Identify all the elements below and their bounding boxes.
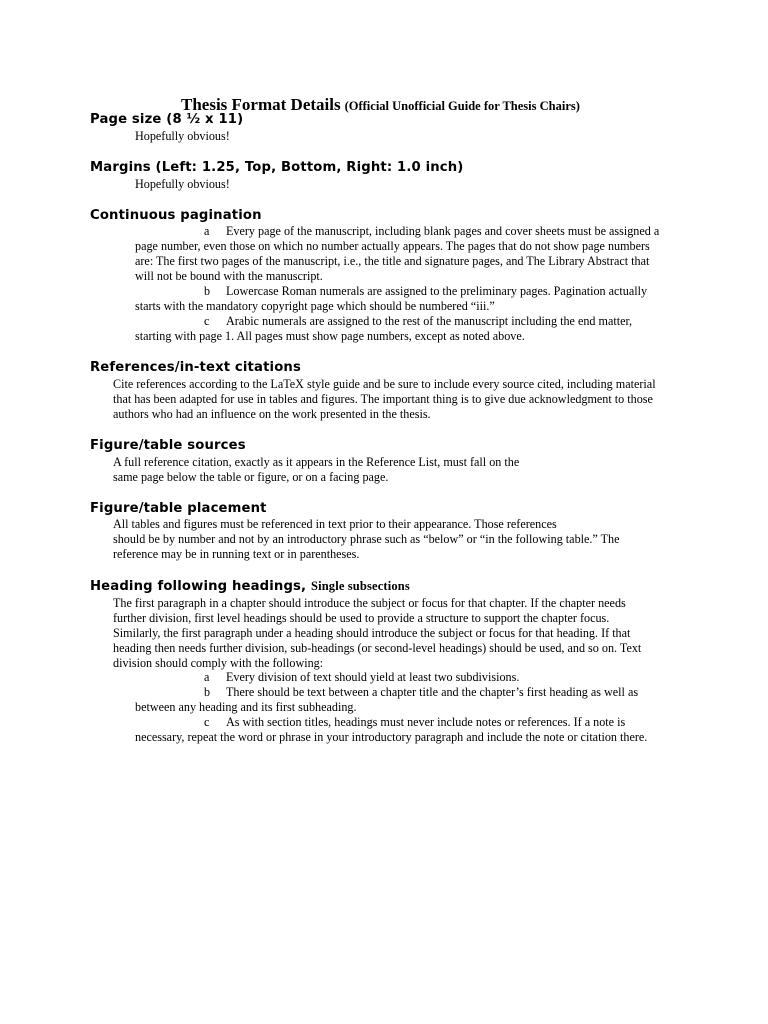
figure-sources-line: A full reference citation, exactly as it appears in the Reference List, must fall on the [113, 455, 520, 469]
heading-subtitle: Single subsections [310, 579, 410, 593]
headings-item-c [204, 715, 625, 730]
headings-line: heading then needs further division, sub-headings (or second-level headings) should be used, and so on. Text [113, 641, 642, 655]
figure-placement-line: should be by number and not by an introductory phrase such as “below” or “in the following table.” The [113, 532, 620, 546]
headings-item-b-line: between any heading and its first subheading. [135, 700, 357, 714]
figure-placement-line: All tables and figures must be referenced in text prior to their appearance. Those references [113, 517, 557, 531]
heading-pagination: Continuous pagination [90, 208, 262, 223]
heading-references: References/in-text citations [90, 360, 301, 375]
list-marker: a [204, 224, 210, 238]
title-subtitle: (Official Unofficial Guide for Thesis Chairs) [344, 99, 580, 113]
list-item-text: Every division of text should yield at least two subdivisions. [226, 670, 520, 684]
heading-margins: Margins (Left: 1.25, Top, Bottom, Right: 1.0 inch) [90, 160, 464, 175]
references-line: Cite references according to the LaTeX style guide and be sure to include every source cited, including material [113, 377, 656, 391]
headings-item-a [204, 670, 519, 685]
headings-item-c-line: necessary, repeat the word or phrase in your introductory paragraph and include the note or citation there. [135, 730, 648, 744]
list-marker: c [204, 715, 210, 729]
pagination-item-a-line: will not be bound with the manuscript. [135, 269, 323, 283]
headings-line: The first paragraph in a chapter should introduce the subject or focus for that chapter. If the chapter needs [113, 596, 626, 610]
heading-heading-following [90, 579, 410, 594]
title-main: Thesis Format Details [181, 95, 341, 114]
heading-page-size: Page size (8 ½ x 11) [90, 112, 244, 127]
list-item-text: There should be text between a chapter title and the chapter’s first heading as well as [226, 685, 639, 699]
references-line: that has been adapted for use in tables and figures. The important thing is to give due acknowledgment to those [113, 392, 653, 406]
headings-item-b [204, 685, 638, 700]
figure-placement-line: reference may be in running text or in parentheses. [113, 547, 360, 561]
headings-line: Similarly, the first paragraph under a heading should introduce the subject or focus for that heading. If that [113, 626, 631, 640]
list-marker: c [204, 314, 210, 328]
headings-line: further division, first level headings should be used to provide a structure to support the chapter focus. [113, 611, 610, 625]
pagination-item-a-line: are: The first two pages of the manuscript, i.e., the title and signature pages, and The Library Abstract that [135, 254, 650, 268]
pagination-item-c [204, 314, 632, 329]
list-marker: a [204, 670, 210, 684]
list-marker: b [204, 685, 211, 699]
margins-text: Hopefully obvious! [135, 177, 230, 191]
pagination-item-a-line: page number, even those on which no number actually appears. The pages that do not show page numbers [135, 239, 650, 253]
pagination-item-a [204, 224, 659, 239]
list-item-text: Arabic numerals are assigned to the rest of the manuscript including the end matter, [226, 314, 633, 328]
figure-sources-line: same page below the table or figure, or on a facing page. [113, 470, 389, 484]
references-line: authors who had an influence on the work presented in the thesis. [113, 407, 431, 421]
pagination-item-b [204, 284, 647, 299]
heading-figure-placement: Figure/table placement [90, 501, 267, 516]
heading-text: Heading following headings, [90, 579, 307, 594]
list-item-text: As with section titles, headings must never include notes or references. If a note is [226, 715, 626, 729]
page-size-text: Hopefully obvious! [135, 129, 230, 143]
headings-line: division should comply with the following: [113, 656, 324, 670]
list-marker: b [204, 284, 211, 298]
heading-figure-sources: Figure/table sources [90, 438, 246, 453]
pagination-item-b-line: starts with the mandatory copyright page which should be numbered “iii.” [135, 299, 495, 313]
list-item-text: Every page of the manuscript, including blank pages and cover sheets must be assigned a [226, 224, 660, 238]
list-item-text: Lowercase Roman numerals are assigned to the preliminary pages. Pagination actually [226, 284, 648, 298]
pagination-item-c-line: starting with page 1. All pages must show page numbers, except as noted above. [135, 329, 525, 343]
